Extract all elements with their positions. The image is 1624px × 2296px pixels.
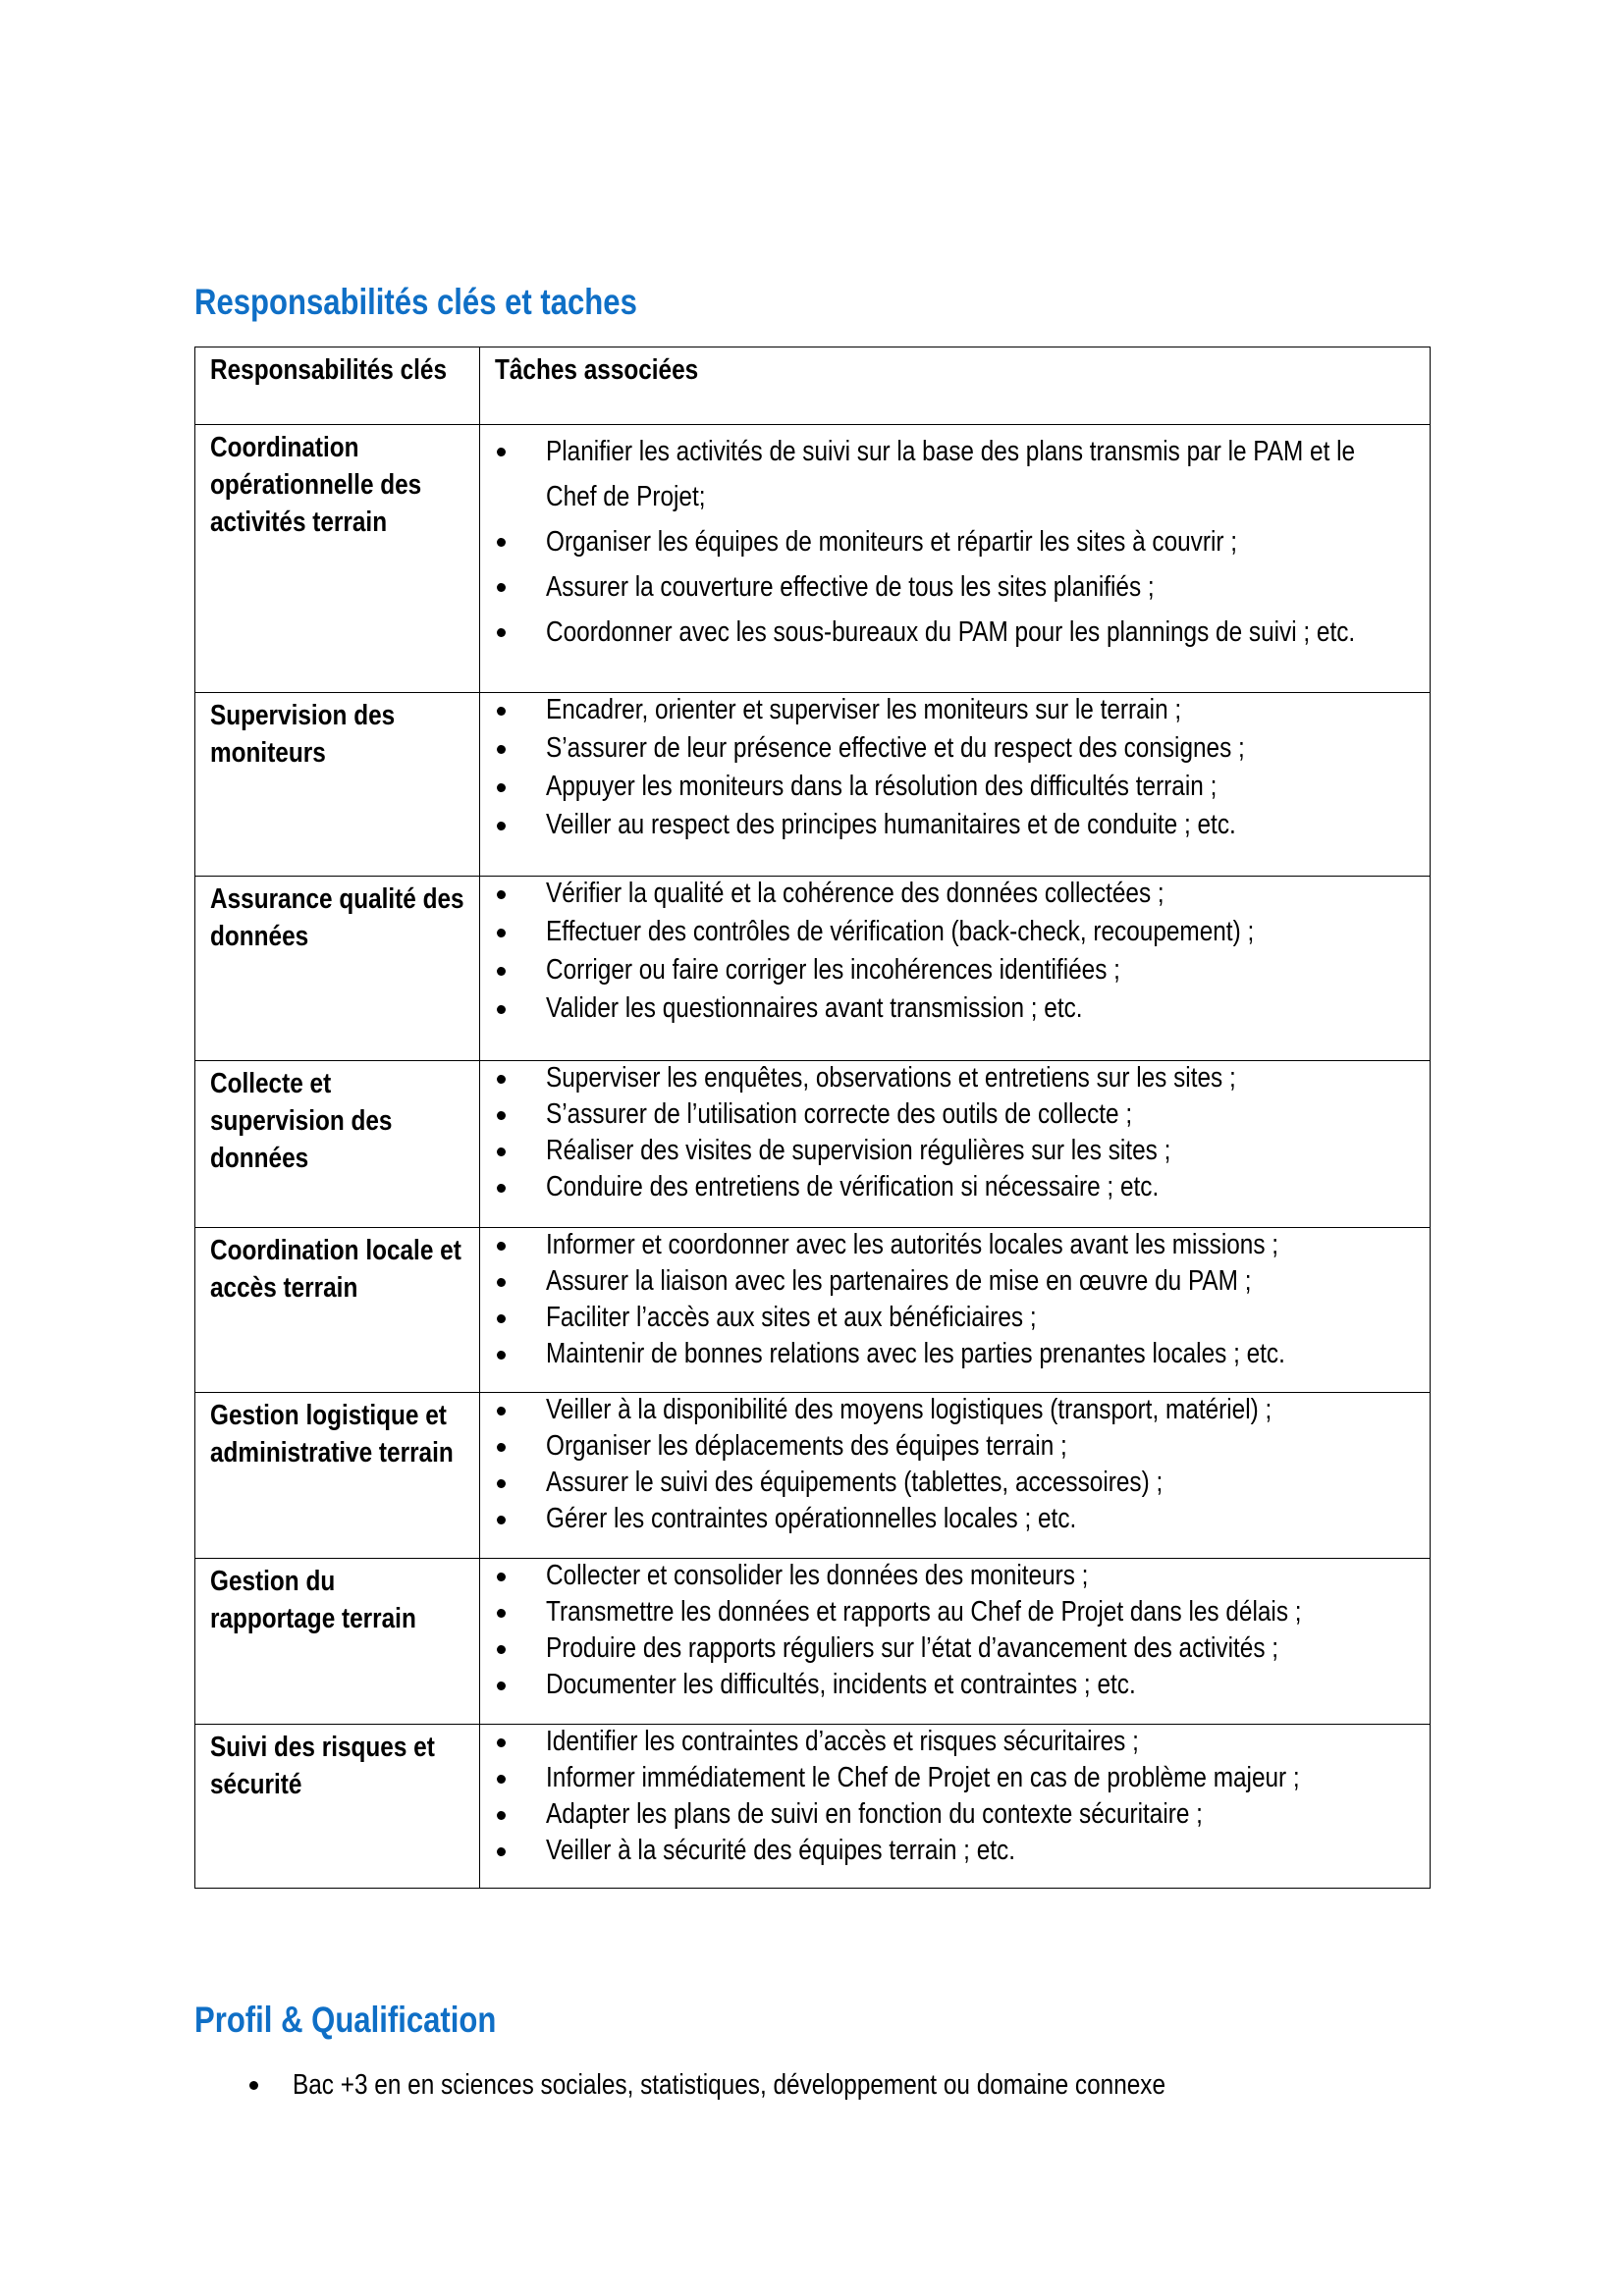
table-row [195,425,1431,693]
task-list [480,1559,1420,1700]
task-text: Faciliter l’accès aux sites et aux bénéficiaires ; [546,1302,1037,1333]
task-text: Organiser les équipes de moniteurs et répartir les sites à couvrir ; [546,526,1238,558]
task-text: Corriger ou faire corriger les incohérences identifiées ; [546,954,1120,986]
profile-heading [194,2001,554,2040]
bullet-icon [497,583,506,592]
responsibility-label: Assurance qualité des données [210,883,464,952]
task-item [480,1591,1420,1628]
task-item [480,1559,1420,1591]
responsibility-label: Coordination locale et accès terrain [210,1235,461,1304]
tasks-cell [480,877,1431,1061]
tasks-cell [480,693,1431,877]
bullet-icon [497,1111,506,1120]
tasks-cell [480,1393,1431,1559]
responsibilities-heading-text: Responsabilités clés et taches [194,282,637,322]
bullet-icon [497,1811,506,1820]
bullet-icon [497,1242,506,1251]
task-item [480,802,1420,840]
profile-heading-text: Profil & Qualification [194,2000,497,2040]
tasks-cell [480,1725,1431,1889]
tasks-cell [480,1559,1431,1725]
task-text: Effectuer des contrôles de vérification (back-check, recoupement) ; [546,916,1255,947]
task-item [480,1425,1420,1462]
task-item [480,986,1420,1024]
table-row [195,1228,1431,1393]
bullet-icon [497,1005,506,1014]
task-text: Adapter les plans de suivi en fonction du contexte sécuritaire ; [546,1798,1203,1830]
task-text: Vérifier la qualité et la cohérence des données collectées ; [546,878,1164,909]
header-label: Responsabilités clés [210,354,448,386]
responsibility-label: Collecte et supervision des données [210,1068,393,1174]
task-text: Coordonner avec les sous-bureaux du PAM pour les plannings de suivi ; etc. [546,616,1356,648]
task-item [480,1393,1420,1425]
task-item [480,1166,1420,1202]
task-text: Collecter et consolider les données des moniteurs ; [546,1560,1089,1591]
header-label: Tâches associées [495,354,699,386]
task-text: Réaliser des visites de supervision régulières sur les sites ; [546,1135,1171,1166]
responsibilities-heading [194,283,722,322]
task-item [480,1628,1420,1664]
bullet-icon [497,707,506,716]
bullet-icon [497,745,506,754]
table-row [195,1061,1431,1228]
task-list [480,1725,1420,1866]
bullet-icon [497,1314,506,1323]
responsibility-label: Supervision des moniteurs [210,700,396,769]
bullet-icon [497,1184,506,1193]
responsibilities-table [194,347,1431,1889]
bullet-icon [497,628,506,637]
bullet-icon [497,1148,506,1156]
task-item [480,1830,1420,1866]
task-item [480,1094,1420,1130]
task-text: Assurer le suivi des équipements (tablettes, accessoires) ; [546,1467,1164,1498]
task-text: Organiser les déplacements des équipes terrain ; [546,1430,1067,1462]
task-text: Maintenir de bonnes relations avec les parties prenantes locales ; etc. [546,1338,1285,1369]
responsibility-label: Gestion du rapportage terrain [210,1566,416,1634]
task-item [480,1333,1420,1369]
task-text: Assurer la couverture effective de tous les sites planifiés ; [546,571,1155,603]
task-item [480,947,1420,986]
bullet-icon [249,2081,258,2090]
bullet-icon [497,822,506,830]
bullet-icon [497,1407,506,1415]
header-cell-responsibilities [195,347,480,425]
task-text: Encadrer, orienter et superviser les moniteurs sur le terrain ; [546,694,1182,725]
table-row [195,877,1431,1061]
task-text: Informer et coordonner avec les autorités locales avant les missions ; [546,1229,1279,1260]
task-item [480,564,1420,610]
bullet-icon [497,1738,506,1747]
task-text: Documenter les difficultés, incidents et contraintes ; etc. [546,1669,1136,1700]
bullet-icon [497,1682,506,1690]
task-text: Veiller à la sécurité des équipes terrain ; etc. [546,1835,1015,1866]
task-item [480,1793,1420,1830]
responsibility-cell [195,693,480,877]
bullet-icon [497,1847,506,1856]
bullet-icon [497,1351,506,1360]
table-header-row [195,347,1431,425]
task-item [480,1498,1420,1534]
task-item [480,1725,1420,1757]
task-text: Produire des rapports réguliers sur l’état d’avancement des activités ; [546,1632,1279,1664]
bullet-icon [497,929,506,937]
task-text: S’assurer de l’utilisation correcte des outils de collecte ; [546,1098,1133,1130]
bullet-icon [497,890,506,899]
task-item [480,1260,1420,1297]
bullet-icon [497,783,506,792]
table-row [195,693,1431,877]
responsibility-cell [195,1393,480,1559]
bullet-icon [497,1075,506,1084]
task-list [480,877,1420,1024]
task-item [480,1061,1420,1094]
task-text: Identifier les contraintes d’accès et risques sécuritaires ; [546,1726,1139,1757]
tasks-cell [480,1228,1431,1393]
task-item [480,1757,1420,1793]
table-row [195,1393,1431,1559]
task-text: Appuyer les moniteurs dans la résolution des difficultés terrain ; [546,771,1218,802]
task-list [480,1228,1420,1369]
task-text: Veiller au respect des principes humanitaires et de conduite ; etc. [546,809,1236,840]
bullet-icon [497,538,506,547]
task-text: S’assurer de leur présence effective et du respect des consignes ; [546,732,1245,764]
tasks-cell [480,425,1431,693]
task-text: Superviser les enquêtes, observations et entretiens sur les sites ; [546,1062,1236,1094]
bullet-icon [497,1573,506,1581]
responsibility-cell [195,1228,480,1393]
task-item [480,693,1420,725]
bullet-icon [497,448,506,456]
tasks-cell [480,1061,1431,1228]
task-item [480,1228,1420,1260]
task-item [480,764,1420,802]
task-item [480,877,1420,909]
task-item [480,909,1420,947]
bullet-icon [497,1775,506,1784]
bullet-icon [497,1516,506,1524]
task-item [480,610,1420,655]
task-text: Informer immédiatement le Chef de Projet en cas de problème majeur ; [546,1762,1300,1793]
task-text: Planifier les activités de suivi sur la base des plans transmis par le PAM et le Chef de Projet; [546,436,1356,512]
task-list [480,1061,1420,1202]
responsibility-cell [195,1061,480,1228]
responsibility-cell [195,1725,480,1889]
task-item [480,1130,1420,1166]
bullet-icon [497,1278,506,1287]
responsibility-cell [195,425,480,693]
task-item [480,1664,1420,1700]
table-row [195,1559,1431,1725]
task-item [480,519,1420,564]
task-text: Gérer les contraintes opérationnelles locales ; etc. [546,1503,1077,1534]
bullet-icon [497,1645,506,1654]
task-item [480,1297,1420,1333]
task-text: Conduire des entretiens de vérification si nécessaire ; etc. [546,1171,1160,1202]
task-item [480,1462,1420,1498]
responsibility-cell [195,1559,480,1725]
task-item [480,425,1420,519]
table-row [195,1725,1431,1889]
bullet-icon [497,1443,506,1452]
bullet-icon [497,1609,506,1618]
task-text: Assurer la liaison avec les partenaires de mise en œuvre du PAM ; [546,1265,1252,1297]
task-text: Valider les questionnaires avant transmission ; etc. [546,992,1083,1024]
bullet-icon [497,1479,506,1488]
header-cell-tasks [480,347,1431,425]
bullet-icon [497,967,506,976]
profile-item-text: Bac +3 en en sciences sociales, statistiques, développement ou domaine connexe [293,2069,1166,2101]
responsibility-cell [195,877,480,1061]
task-list [480,693,1420,840]
responsibility-label: Coordination opérationnelle des activités terrain [210,432,422,538]
responsibility-label: Gestion logistique et administrative terrain [210,1400,454,1468]
task-list [480,425,1420,655]
task-text: Veiller à la disponibilité des moyens logistiques (transport, matériel) ; [546,1394,1272,1425]
task-text: Transmettre les données et rapports au Chef de Projet dans les délais ; [546,1596,1302,1628]
task-list [480,1393,1420,1534]
responsibility-label: Suivi des risques et sécurité [210,1732,435,1800]
task-item [480,725,1420,764]
